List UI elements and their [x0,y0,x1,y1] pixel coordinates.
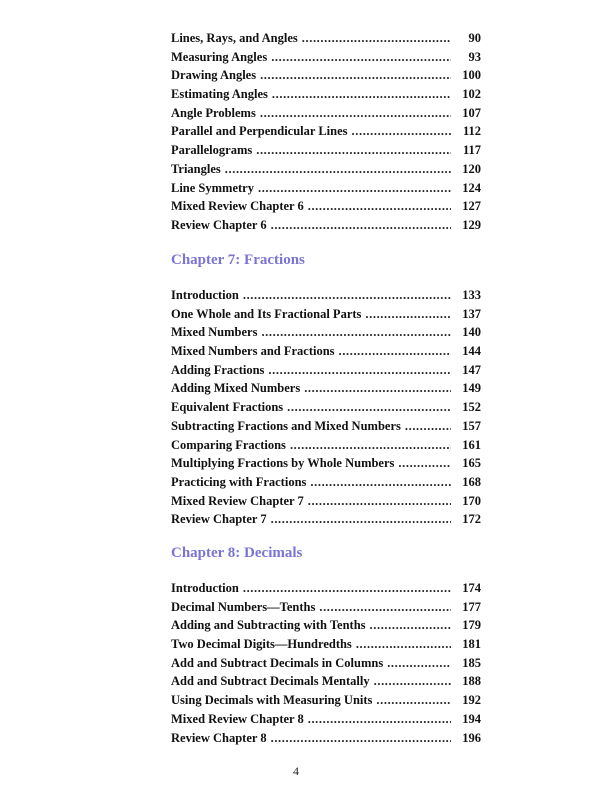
dot-leader [271,510,451,529]
dot-leader [376,691,451,710]
toc-entry [171,579,481,598]
toc-entry [171,436,481,455]
toc-entry-title: Decimal Numbers—Tenths [171,599,316,614]
toc-entry-title: Add and Subtract Decimals in Columns [171,655,384,670]
dot-leader [243,579,451,598]
toc-entry-page-number: 170 [462,493,481,508]
toc-entry-page-number: 181 [462,637,481,652]
toc-entry [171,379,481,398]
toc-entry [171,691,481,710]
toc-entry-title: Mixed Review Chapter 6 [171,199,304,214]
toc-entry-page-number: 137 [462,306,481,321]
page-number: 4 [293,764,299,778]
dot-leader [374,672,451,691]
toc-entry-title: Review Chapter 7 [171,512,267,527]
toc-entry-page-number: 152 [462,400,481,415]
toc-entry [171,29,481,48]
toc-entry-title: Review Chapter 8 [171,730,267,745]
dot-leader [352,122,451,141]
dot-leader [308,492,451,511]
toc-entry-title: Practicing with Fractions [171,474,307,489]
toc-entry [171,48,481,67]
toc-chapter-6-entries [171,29,481,235]
toc-entry-page-number: 165 [462,456,481,471]
toc-entry-title: Add and Subtract Decimals Mentally [171,674,370,689]
dot-leader [271,216,451,235]
toc-entry [171,342,481,361]
toc-entry-title: Estimating Angles [171,87,268,102]
chapter-7-heading: Chapter 7: Fractions [171,252,305,268]
toc-entry-title: Measuring Angles [171,49,268,64]
toc-entry-page-number: 129 [462,217,481,232]
dot-leader [261,323,451,342]
toc-entry-title: Parallelograms [171,143,253,158]
toc-entry [171,473,481,492]
toc-entry-page-number: 174 [462,581,481,595]
toc-entry-title: Adding Mixed Numbers [171,381,301,396]
toc-entry [171,305,481,324]
dot-leader [310,473,451,492]
toc-entry-page-number: 147 [462,362,481,377]
toc-entry-page-number: 149 [462,381,481,396]
toc-entry [171,122,481,141]
toc-entry [171,216,481,235]
toc-entry-page-number: 100 [462,68,481,83]
toc-entry-page-number: 196 [462,730,481,745]
toc-entry-page-number: 133 [462,288,481,302]
toc-entry-title: Mixed Numbers [171,325,258,340]
dot-leader [272,85,451,104]
toc-entry-page-number: 188 [462,674,481,689]
toc-entry-title: Multiplying Fractions by Whole Numbers [171,456,395,471]
dot-leader [308,710,451,729]
toc-entry-title: Mixed Review Chapter 7 [171,493,304,508]
toc-entry [171,85,481,104]
toc-entry [171,104,481,123]
dot-leader [365,305,451,324]
dot-leader [260,66,451,85]
toc-entry [171,672,481,691]
dot-leader [356,635,451,654]
toc-entry-page-number: 185 [462,655,481,670]
toc-entry-page-number: 157 [462,418,481,433]
toc-entry-title: Adding and Subtracting with Tenths [171,618,366,633]
toc-entry-title: One Whole and Its Fractional Parts [171,306,362,321]
toc-entry-title: Comparing Fractions [171,437,286,452]
toc-entry-page-number: 179 [462,618,481,633]
dot-leader [271,729,451,748]
dot-leader [302,29,451,48]
dot-leader [319,598,451,617]
toc-entry [171,361,481,380]
toc-entry-title: Parallel and Perpendicular Lines [171,124,348,139]
toc-entry-page-number: 161 [462,437,481,452]
toc-entry [171,160,481,179]
toc-entry [171,179,481,198]
toc-entry-title: Lines, Rays, and Angles [171,31,298,45]
toc-entry-title: Mixed Review Chapter 8 [171,711,304,726]
toc-entry [171,197,481,216]
toc-entry-page-number: 117 [462,143,481,158]
dot-leader [256,141,451,160]
toc-entry-title: Introduction [171,288,239,302]
toc-entry-title: Introduction [171,581,239,595]
dot-leader [271,48,451,67]
toc-entry-page-number: 140 [462,325,481,340]
toc-entry-title: Line Symmetry [171,180,254,195]
toc-entry-title: Mixed Numbers and Fractions [171,344,335,359]
toc-entry-page-number: 168 [462,474,481,489]
toc-entry-title: Triangles [171,161,221,176]
dot-leader [260,104,451,123]
toc-entry-page-number: 112 [462,124,481,139]
toc-entry [171,66,481,85]
toc-entry [171,454,481,473]
toc-entry-title: Equivalent Fractions [171,400,284,415]
toc-entry-page-number: 172 [462,512,481,527]
toc-entry-title: Subtracting Fractions and Mixed Numbers [171,418,401,433]
toc-entry [171,654,481,673]
toc-entry-page-number: 107 [462,105,481,120]
toc-entry [171,398,481,417]
toc-entry [171,323,481,342]
dot-leader [370,616,451,635]
dot-leader [339,342,451,361]
dot-leader [243,286,451,305]
toc-entry-page-number: 144 [462,344,481,359]
toc-entry-title: Two Decimal Digits—Hundredths [171,637,352,652]
toc-entry-title: Adding Fractions [171,362,265,377]
toc-entry [171,729,481,748]
toc-entry-title: Review Chapter 6 [171,217,267,232]
toc-entry-page-number: 177 [462,599,481,614]
dot-leader [225,160,451,179]
toc-entry-page-number: 120 [462,161,481,176]
dot-leader [268,361,451,380]
toc-entry [171,616,481,635]
toc-entry [171,141,481,160]
dot-leader [308,197,451,216]
dot-leader [387,654,451,673]
toc-entry [171,635,481,654]
toc-entry-page-number: 124 [462,180,481,195]
toc-entry [171,510,481,529]
toc-entry-title: Using Decimals with Measuring Units [171,693,373,708]
dot-leader [287,398,451,417]
chapter-8-heading: Chapter 8: Decimals [171,545,303,561]
toc-entry [171,598,481,617]
toc-entry-page-number: 90 [468,31,481,45]
toc-entry-page-number: 93 [468,49,481,64]
toc-entry [171,710,481,729]
dot-leader [304,379,451,398]
dot-leader [405,417,451,436]
dot-leader [290,436,451,455]
toc-entry [171,417,481,436]
toc-entry-page-number: 127 [462,199,481,214]
toc-entry-title: Drawing Angles [171,68,257,83]
dot-leader [258,179,451,198]
toc-entry-page-number: 102 [462,87,481,102]
toc-entry [171,286,481,305]
toc-entry [171,492,481,511]
toc-chapter-8-entries [171,579,481,747]
toc-entry-page-number: 192 [462,693,481,708]
toc-entry-title: Angle Problems [171,105,256,120]
dot-leader [398,454,451,473]
toc-chapter-7-entries [171,286,481,529]
toc-entry-page-number: 194 [462,711,481,726]
